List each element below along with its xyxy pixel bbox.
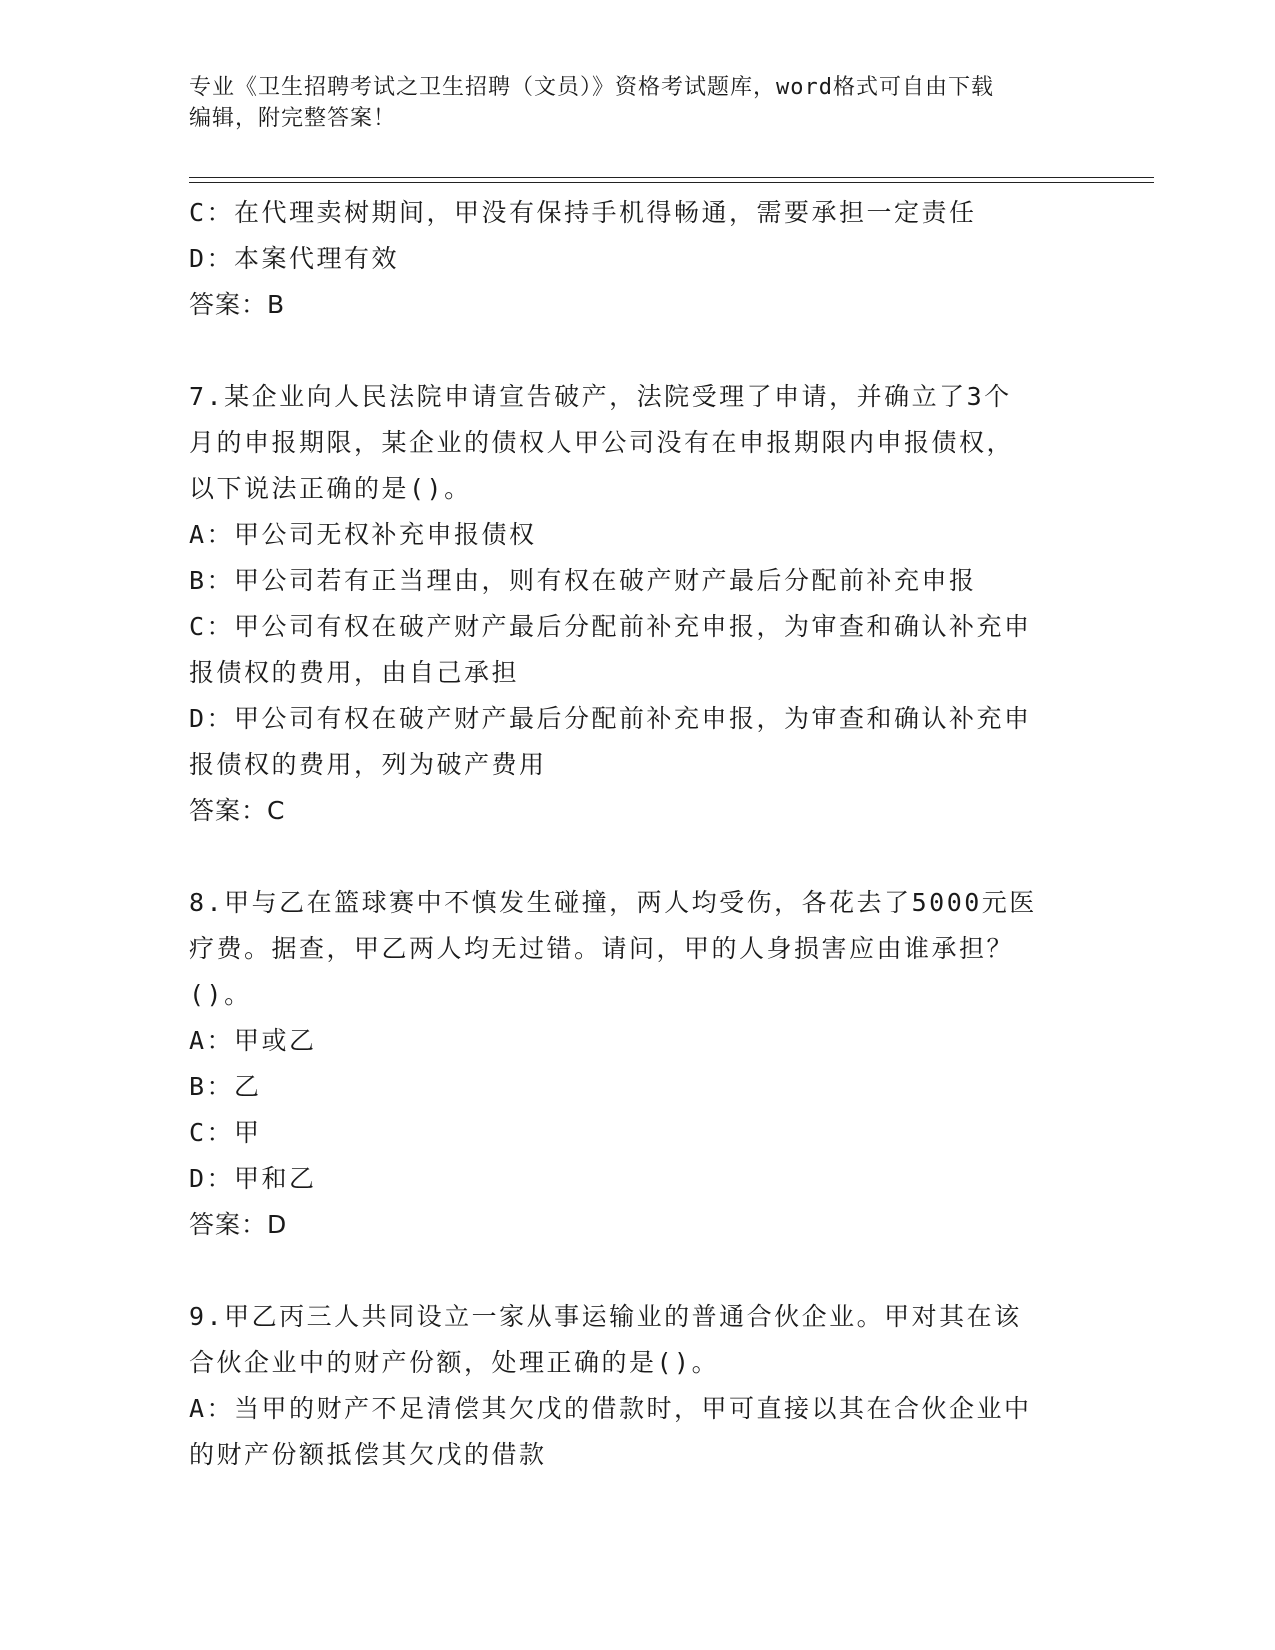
- q7-option-d-line-2: 报债权的费用，列为破产费用: [189, 750, 547, 779]
- q6-answer: 答案：B: [189, 290, 286, 319]
- header-line-1: 专业《卫生招聘考试之卫生招聘（文员）》资格考试题库，word格式可自由下载: [189, 75, 994, 100]
- q6-option-d: D：本案代理有效: [189, 244, 400, 273]
- q8-stem-line-3: ()。: [189, 980, 252, 1009]
- q8-stem-line-2: 疗费。据查，甲乙两人均无过错。请问，甲的人身损害应由谁承担？: [189, 934, 1015, 963]
- q8-option-a: A：甲或乙: [189, 1026, 317, 1055]
- spacer: [189, 328, 1089, 374]
- q9-stem-line-1: 9.甲乙丙三人共同设立一家从事运输业的普通合伙企业。甲对其在该: [189, 1302, 1022, 1331]
- q7-answer: 答案：C: [189, 796, 286, 825]
- q7-stem-line-1: 7.某企业向人民法院申请宣告破产，法院受理了申请，并确立了3个: [189, 382, 1012, 411]
- spacer: [189, 1248, 1089, 1294]
- q8-stem-line-1: 8.甲与乙在篮球赛中不慎发生碰撞，两人均受伤，各花去了5000元医: [189, 888, 1037, 917]
- question-6-tail: [189, 190, 1089, 328]
- q9-option-a-line-2: 的财产份额抵偿其欠戊的借款: [189, 1440, 547, 1469]
- q8-option-b: B：乙: [189, 1072, 262, 1101]
- q9-stem-line-2: 合伙企业中的财产份额，处理正确的是()。: [189, 1348, 720, 1377]
- q7-stem-line-3: 以下说法正确的是()。: [189, 474, 472, 503]
- document-header: [189, 72, 1089, 134]
- document-body: [189, 190, 1089, 1478]
- question-8: [189, 880, 1089, 1248]
- q7-option-d-line-1: D：甲公司有权在破产财产最后分配前补充申报，为审查和确认补充申: [189, 704, 1032, 733]
- question-7: [189, 374, 1089, 834]
- q9-option-a-line-1: A：当甲的财产不足清偿其欠戊的借款时，甲可直接以其在合伙企业中: [189, 1394, 1032, 1423]
- q7-option-c-line-1: C：甲公司有权在破产财产最后分配前补充申报，为审查和确认补充申: [189, 612, 1032, 641]
- q7-option-c-line-2: 报债权的费用，由自己承担: [189, 658, 520, 687]
- header-divider-bottom: [189, 182, 1154, 183]
- header-divider-top: [189, 177, 1154, 178]
- q8-option-d: D：甲和乙: [189, 1164, 317, 1193]
- q8-option-c: C：甲: [189, 1118, 262, 1147]
- header-line-2: 编辑，附完整答案！: [189, 106, 397, 131]
- question-9: [189, 1294, 1089, 1478]
- q6-option-c: C：在代理卖树期间，甲没有保持手机得畅通，需要承担一定责任: [189, 198, 977, 227]
- q7-stem-line-2: 月的申报期限，某企业的债权人甲公司没有在申报期限内申报债权，: [189, 428, 1015, 457]
- q7-option-a: A：甲公司无权补充申报债权: [189, 520, 537, 549]
- q7-option-b: B：甲公司若有正当理由，则有权在破产财产最后分配前补充申报: [189, 566, 977, 595]
- spacer: [189, 834, 1089, 880]
- q8-answer: 答案：D: [189, 1210, 288, 1239]
